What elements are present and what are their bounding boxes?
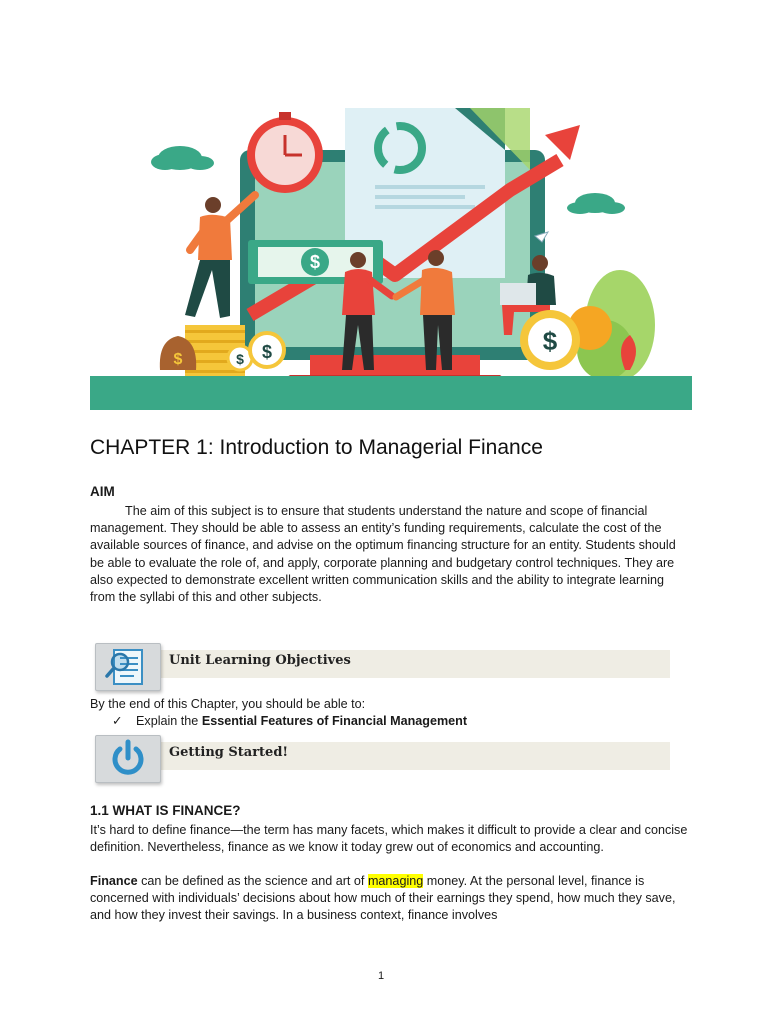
section-heading: 1.1 WHAT IS FINANCE?	[90, 803, 241, 818]
svg-text:$: $	[261, 342, 273, 362]
clock-icon	[247, 112, 323, 193]
svg-text:$: $	[542, 326, 558, 356]
objectives-intro: By the end of this Chapter, you should be able to:	[90, 697, 366, 711]
objective-bold-text: Essential Features of Financial Management	[201, 714, 468, 728]
checkmark-icon: ✓	[112, 714, 123, 728]
aim-heading: AIM	[90, 484, 115, 499]
finance-paragraph-1: It’s hard to define finance—the term has many facets, which makes it difficult to provide a clear and concise definition. Nevertheless, finance as we know it today grew out of economics and accounting.	[90, 823, 688, 855]
svg-text:$: $	[173, 351, 183, 368]
chapter-title: CHAPTER 1: Introduction to Managerial Finance	[90, 436, 543, 459]
finance-definition-rest: money. At the personal level, finance is concerned with individuals’ decisions about how much of their earnings they spend, how much they save, and how they invest their savings. In a business context, finance involves	[90, 874, 676, 923]
hero-illustration	[90, 100, 692, 410]
aim-paragraph: The aim of this subject is to ensure that students understand the nature and scope of financial management. They should be able to assess an entity’s funding requirements, calculate the cost of the available sources of finance, and advise on the optimum financing structure for an entity. Students should be able to evaluate the role of, and apply, corporate planning and budgetary control techniques. They are also expected to demonstrate excellent written communication skills and the ability to integrate learning from the syllabi of this and other subjects.	[90, 504, 676, 605]
cloud-left-icon	[151, 146, 214, 170]
objective-bullet-item	[112, 713, 467, 728]
highlighted-word: managing	[367, 874, 424, 888]
svg-text:$: $	[309, 252, 321, 272]
getting-started-banner	[95, 735, 670, 781]
finance-term: Finance	[90, 874, 138, 888]
page-number: 1	[378, 970, 385, 982]
finance-paragraph-2	[90, 873, 690, 925]
coin-medium-icon	[250, 333, 284, 367]
power-icon	[96, 736, 160, 782]
getting-started-label: Getting Started!	[169, 745, 289, 760]
cloud-right-icon	[567, 193, 625, 214]
objectives-icon-box	[95, 643, 161, 691]
finance-definition-start: can be defined as the science and art of	[137, 874, 368, 888]
ground-bar	[90, 376, 692, 410]
objectives-banner-label: Unit Learning Objectives	[169, 653, 351, 668]
objective-prefix: Explain the	[136, 714, 199, 728]
magnifier-document-icon	[96, 644, 160, 690]
objectives-banner	[95, 643, 670, 689]
svg-text:$: $	[236, 351, 244, 367]
getting-started-icon-box	[95, 735, 161, 783]
